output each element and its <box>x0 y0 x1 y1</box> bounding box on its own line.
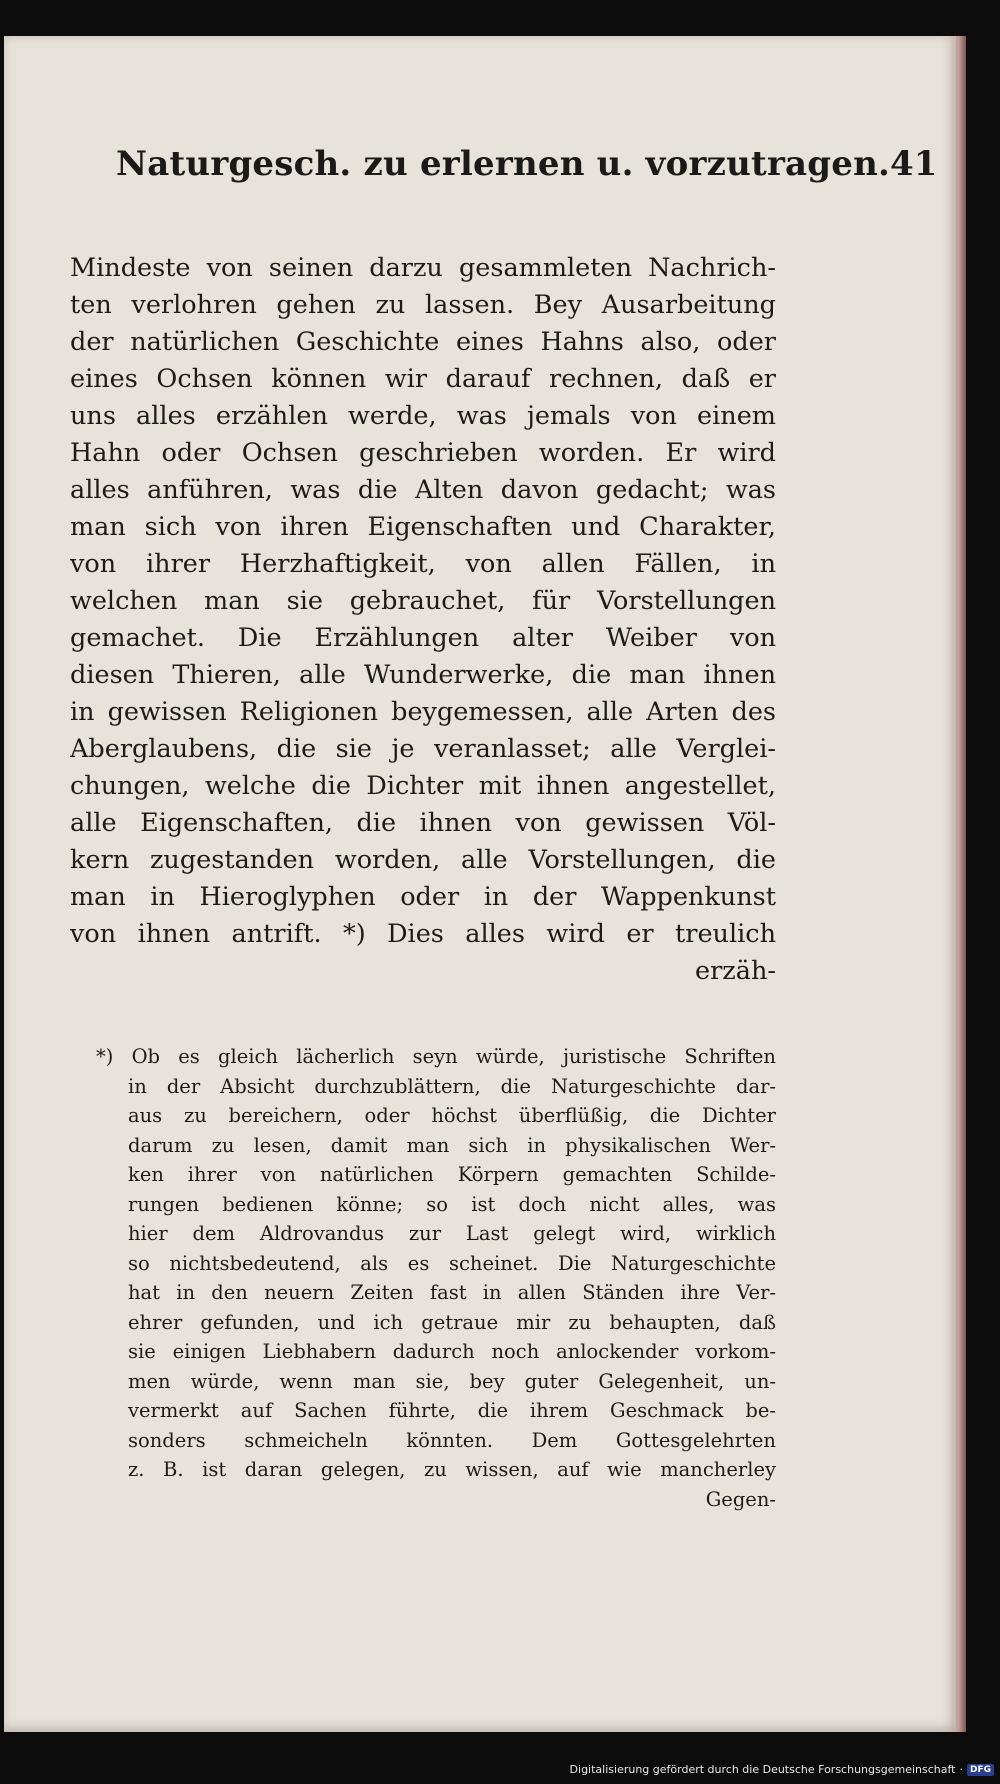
footnote-line: *) Ob es gleich lächerlich seyn würde, juristische Schriften <box>96 1045 776 1068</box>
page-edge <box>958 36 966 1732</box>
text-line: ten verlohren gehen zu lassen. Bey Ausarbeitung <box>70 290 776 320</box>
text-line: der natürlichen Geschichte eines Hahns also, oder <box>70 327 776 357</box>
text-line: man sich von ihren Eigenschaften und Charakter, <box>70 512 776 542</box>
footnote-line: ehrer gefunden, und ich getraue mir zu behaupten, daß <box>128 1310 776 1334</box>
text-line: kern zugestanden worden, alle Vorstellungen, die <box>70 845 776 875</box>
digitization-credit: Digitalisierung gefördert durch die Deutsche Forschungsgemeinschaft · DFG <box>570 1763 994 1776</box>
footnote-line: vermerkt auf Sachen führte, die ihrem Geschmack be- <box>128 1399 776 1422</box>
text-line: eines Ochsen können wir darauf rechnen, daß er <box>70 364 776 394</box>
text-line: man in Hieroglyphen oder in der Wappenkunst <box>70 882 776 912</box>
text-line: diesen Thieren, alle Wunderwerke, die man ihnen <box>70 660 776 690</box>
running-title: Naturgesch. zu erlernen u. vorzutragen. <box>116 144 891 184</box>
text-line: uns alles erzählen werde, was jemals von einem <box>70 401 776 431</box>
main-text-block <box>70 250 776 990</box>
text-line: von ihrer Herzhaftigkeit, von allen Fällen, in <box>70 549 776 579</box>
text-line: gemachet. Die Erzählungen alter Weiber von <box>70 623 776 653</box>
footnote-line: rungen bedienen könne; so ist doch nicht alles, was <box>128 1192 776 1216</box>
footnote-line: sie einigen Liebhabern dadurch noch anlockender vorkom- <box>128 1340 776 1363</box>
footnote-catchword: Gegen- <box>705 1487 776 1511</box>
footnote-line: hier dem Aldrovandus zur Last gelegt wird, wirklich <box>128 1222 776 1245</box>
text-line: alle Eigenschaften, die ihnen von gewissen Völ- <box>70 808 776 838</box>
footnote-line: so nichtsbedeutend, als es scheinet. Die Naturgeschichte <box>128 1251 776 1275</box>
page-number: 41 <box>890 144 938 184</box>
text-line: alles anführen, was die Alten davon gedacht; was <box>70 475 776 505</box>
footnote-block <box>96 1042 776 1514</box>
footnote-line: sonders schmeicheln könnten. Dem Gottesgelehrten <box>128 1428 776 1452</box>
text-line: Mindeste von seinen darzu gesammleten Nachrich- <box>70 253 776 283</box>
footnote-line: ken ihrer von natürlichen Körpern gemachten Schilde- <box>128 1163 776 1186</box>
text-line: chungen, welche die Dichter mit ihnen angestellet, <box>70 771 776 801</box>
text-line: welchen man sie gebrauchet, für Vorstellungen <box>70 586 776 616</box>
text-line: in gewissen Religionen beygemessen, alle Arten des <box>70 697 776 727</box>
dfg-logo: DFG <box>967 1764 994 1776</box>
running-header <box>116 144 938 210</box>
footnote-line: darum zu lesen, damit man sich in physikalischen Wer- <box>128 1133 776 1157</box>
text-line: von ihnen antrift. *) Dies alles wird er treulich <box>70 919 776 949</box>
footnote-line: aus zu bereichern, oder höchst überflüßig, die Dichter <box>128 1104 776 1127</box>
footnote-line: z. B. ist daran gelegen, zu wissen, auf wie mancherley <box>128 1458 776 1481</box>
credit-text: Digitalisierung gefördert durch die Deutsche Forschungsgemeinschaft <box>569 1763 956 1776</box>
catchword: erzäh- <box>695 956 776 986</box>
footnote-line: men würde, wenn man sie, bey guter Gelegenheit, un- <box>128 1369 776 1393</box>
text-line: Hahn oder Ochsen geschrieben worden. Er wird <box>70 438 776 468</box>
footnote-line: in der Absicht durchzublättern, die Naturgeschichte dar- <box>128 1074 776 1098</box>
footnote-line: hat in den neuern Zeiten fast in allen Ständen ihre Ver- <box>128 1281 776 1304</box>
text-line: Aberglaubens, die sie je veranlasset; alle Verglei- <box>70 734 776 764</box>
book-page <box>4 36 959 1732</box>
